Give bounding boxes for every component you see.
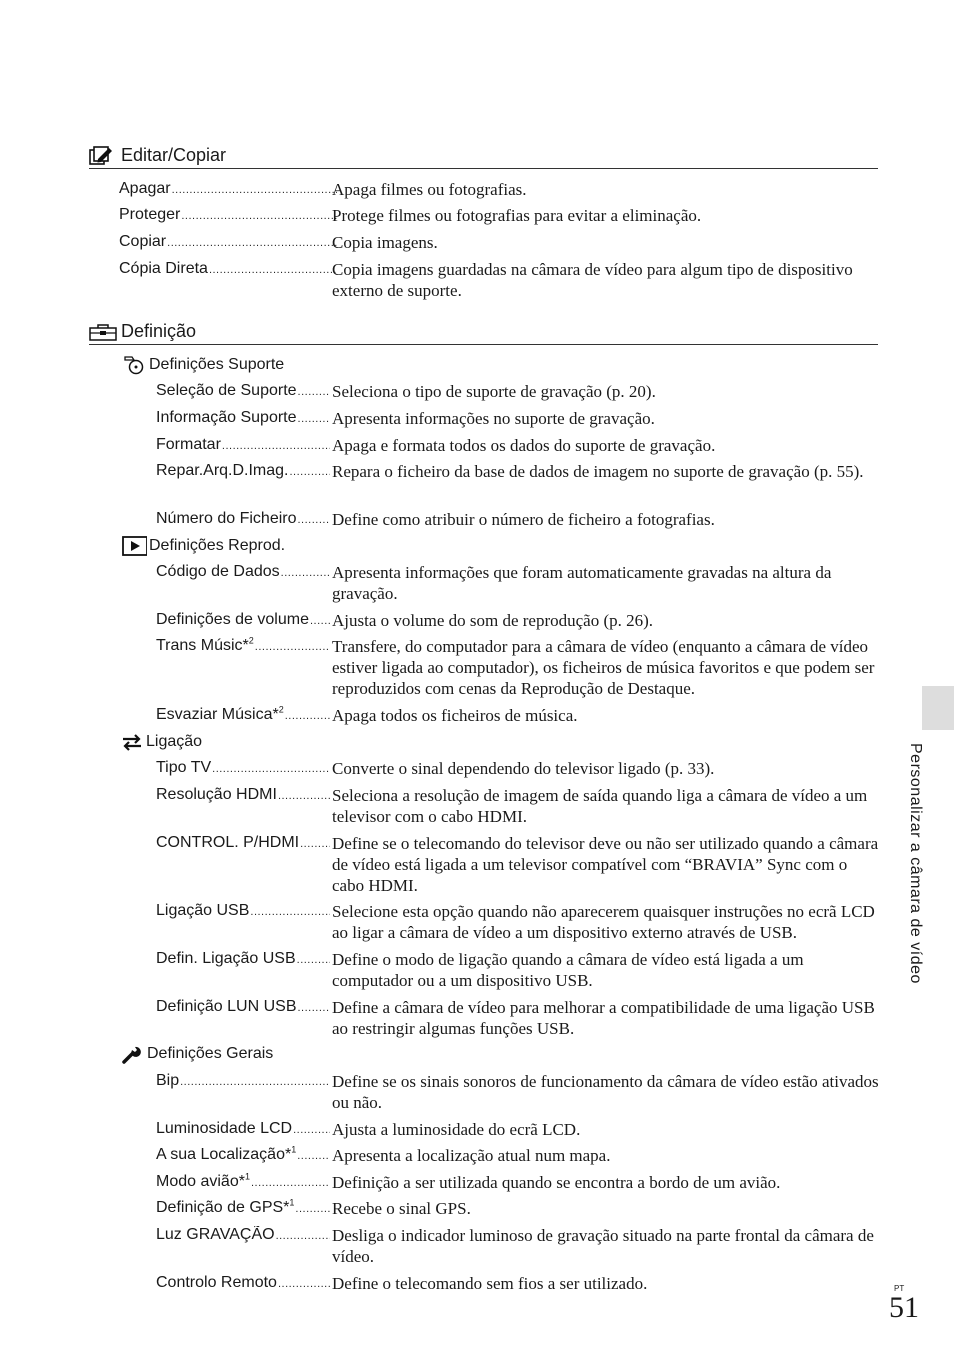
description: Ajusta o volume do som de reprodução (p. 26). [332,611,654,630]
term: Repar.Arq.D.Imag. ..... [156,462,330,482]
connection-arrows-icon [121,732,144,752]
section-title: Editar/Copiar [121,145,227,165]
media-icon [121,355,147,375]
term: Modo avião*$^1$ ..... [156,1173,330,1193]
term: Definições de volume ..... [156,611,330,631]
edit-copy-icon [89,146,117,166]
term: Cópia Direta ..... [119,260,337,280]
description: Seleciona o tipo de suporte de gravação (p. 20). [332,382,656,401]
description: Apresenta informações no suporte de gravação. [332,409,655,428]
description: Converte o sinal dependendo do televisor ligado (p. 33). [332,759,715,778]
term: Controlo Remoto ..... [156,1274,330,1294]
section-heading-definicao [89,318,878,345]
description: Define se o telecomando do televisor deve ou não ser utilizado quando a câmara de vídeo está ligada a um televisor compatível com “BRAVIA” Sync com o cabo HDMI. [332,834,879,895]
term: Proteger ..... [119,206,337,226]
chapter-tab-marker [922,686,954,730]
subsection-heading-suporte: Definições Suporte [121,354,284,376]
term: Luz GRAVAÇÃO ..... [156,1226,330,1246]
description: Ajusta a luminosidade do ecrã LCD. [332,1120,581,1139]
description: Desliga o indicador luminoso de gravação situado na parte frontal da câmara de vídeo. [332,1226,874,1266]
term: Ligação USB ..... [156,902,330,922]
wrench-icon [121,1044,145,1064]
page-number: 51 [889,1291,919,1324]
description: Transfere, do computador para a câmara de vídeo (enquanto a câmara de vídeo estiver ligada ao computador), os ficheiros de música favoritos e que podem ser reproduzidos com cenas da Reprodução de Destaque. [332,637,875,698]
term: Formatar ..... [156,436,330,456]
description: Apaga todos os ficheiros de música. [332,706,578,725]
description: Recebe o sinal GPS. [332,1199,471,1218]
description: Seleciona a resolução de imagem de saída quando liga a câmara de vídeo a um televisor com o cabo HDMI. [332,786,868,826]
term: Definição LUN USB ..... [156,998,330,1018]
description: Definição a ser utilizada quando se encontra a bordo de um avião. [332,1173,781,1192]
description: Define como atribuir o número de ficheiro a fotografias. [332,510,715,529]
term: Copiar ..... [119,233,337,253]
description: Apaga e formata todos os dados do suporte de gravação. [332,436,716,455]
play-icon [121,536,147,556]
term: Informação Suporte ..... [156,409,330,429]
term: CONTROL. P/HDMI ..... [156,834,330,854]
description: Define a câmara de vídeo para melhorar a compatibilidade de uma ligação USB ao restringir algumas funções USB. [332,998,875,1038]
description: Define se os sinais sonoros de funcionamento da câmara de vídeo estão ativados ou não. [332,1072,879,1112]
subsection-heading-reprod: Definições Reprod. [121,535,285,557]
description: Apaga filmes ou fotografias. [332,180,527,199]
toolbox-icon [89,322,117,342]
description: Apresenta a localização atual num mapa. [332,1146,611,1165]
term: Tipo TV ..... [156,759,330,779]
term: Definição de GPS*$^1$ ..... [156,1199,330,1219]
description: Selecione esta opção quando não aparecerem quaisquer instruções no ecrã LCD ao ligar a câmara de vídeo a um dispositivo externo através de USB. [332,902,875,942]
language-label: PT [894,1284,905,1293]
term: Número do Ficheiro ..... [156,510,330,530]
description: Repara o ficheiro da base de dados de imagem no suporte de gravação (p. 55). [332,462,864,481]
term: A sua Localização*$^1$ ..... [156,1146,330,1166]
chapter-title-vertical: Personalizar a câmara de vídeo [907,743,924,984]
term: Esvaziar Música*$^2$ ..... [156,706,330,726]
term: Trans Músic*$^2$ ..... [156,637,330,657]
term: Resolução HDMI ..... [156,786,330,806]
description: Apresenta informações que foram automaticamente gravadas na altura da gravação. [332,563,832,603]
subsection-heading-gerais: Definições Gerais [121,1043,273,1065]
subsection-heading-ligacao: Ligação [121,731,202,753]
term: Bip ..... [156,1072,330,1092]
description: Define o telecomando sem fios a ser utilizado. [332,1274,648,1293]
term: Defin. Ligação USB ..... [156,950,330,970]
term: Código de Dados ..... [156,563,330,583]
description: Copia imagens. [332,233,438,252]
term: Luminosidade LCD ..... [156,1120,330,1140]
section-heading-editar [89,142,878,169]
term: Apagar ..... [119,180,337,200]
description: Copia imagens guardadas na câmara de vídeo para algum tipo de dispositivo externo de suporte. [332,260,853,300]
section-title: Definição [121,321,197,341]
term: Seleção de Suporte ..... [156,382,330,402]
description: Protege filmes ou fotografias para evitar a eliminação. [332,206,702,225]
description: Define o modo de ligação quando a câmara de vídeo está ligada a um computador ou a um dispositivo USB. [332,950,804,990]
